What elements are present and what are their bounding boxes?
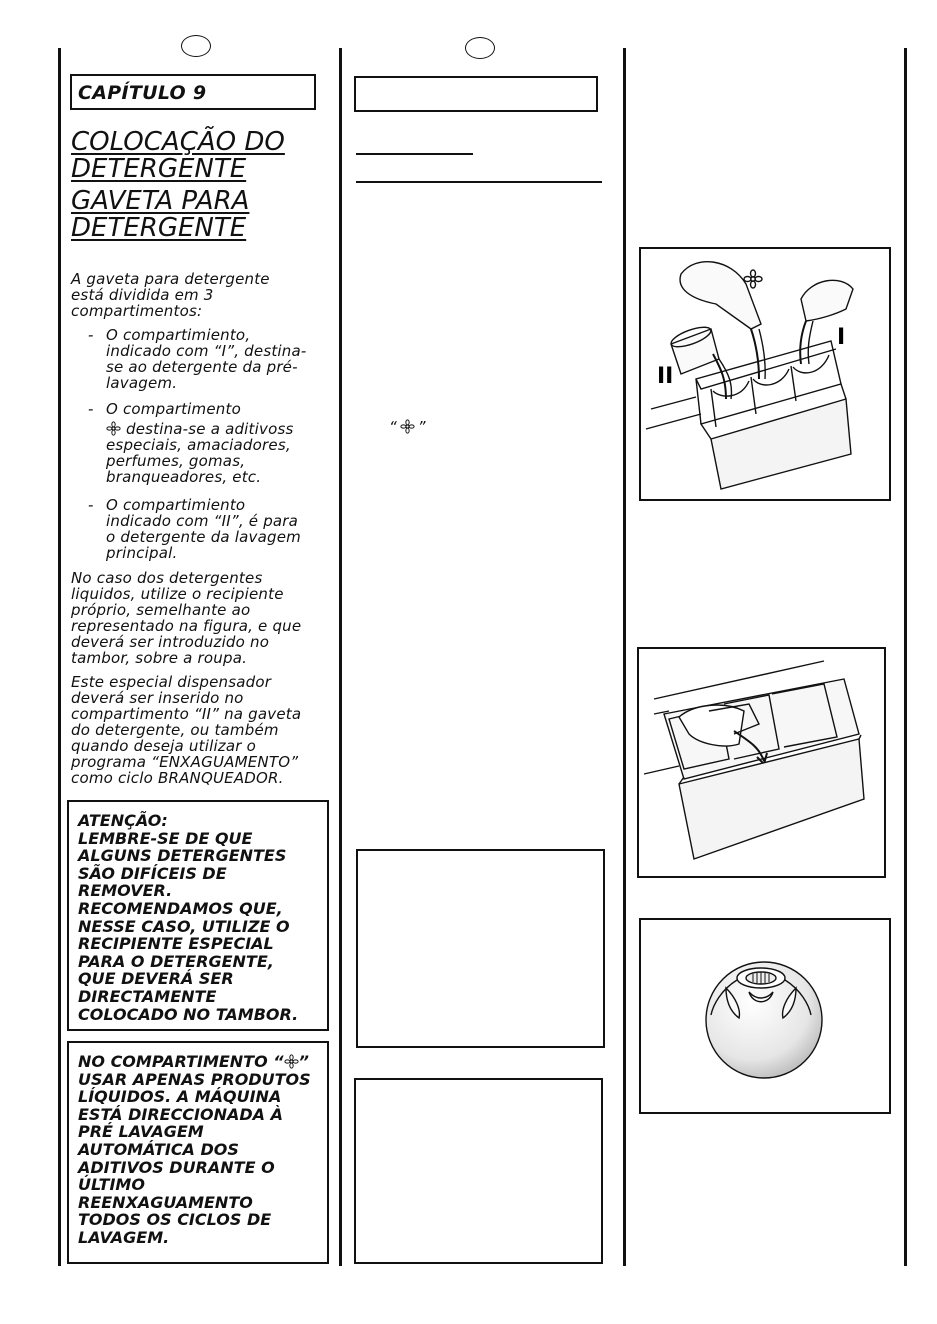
bullet-compartment-flower: - O compartimento destina-se a aditivoss especiais, amaciadores, perfumes, gomas, branqueadores, etc.	[88, 400, 294, 486]
label-compartment-2: II	[657, 364, 674, 389]
heading-rule-long	[356, 181, 602, 183]
column-divider-left	[58, 48, 61, 1266]
dispenser-ball-illustration	[641, 920, 889, 1112]
language-oval-icon	[181, 35, 211, 57]
warning-box-blank-1	[356, 849, 605, 1048]
figure-detergent-drawer-filling	[639, 247, 891, 501]
section-heading: COLOCAÇÃO DO DETERGENTE	[71, 127, 285, 184]
chapter-box	[70, 74, 316, 110]
heading-rule-short	[356, 153, 473, 155]
label-compartment-1: I	[837, 325, 846, 350]
flower-icon	[284, 1054, 299, 1069]
dispenser-insertion-illustration	[639, 649, 884, 876]
flower-icon	[106, 421, 121, 436]
figure-liquid-dispenser-ball	[639, 918, 891, 1114]
figure-dispenser-insertion	[637, 647, 886, 878]
column-divider-right	[623, 48, 626, 1266]
warning-box-liquid-products: NO COMPARTIMENTO “ ” USAR APENAS PRODUTOS LÍQUIDOS. A MÁQUINA ESTÁ DIRECCIONADA À PRÉ LAVAGEM AUTOMÁTICA DOS ADITIVOS DURANTE O ÚLTIMO REENXAGUAMENTO TODOS OS CICLOS DE LAVAGEM.	[67, 1041, 329, 1264]
language-oval-icon	[465, 37, 495, 59]
chapter-label: CAPÍTULO 9	[78, 82, 207, 104]
liquid-detergent-paragraph: No caso dos detergentes liquidos, utilize o recipiente próprio, semelhante ao representado na figura, e que deverá ser introduzido no tambor, sobre a roupa.	[71, 569, 302, 667]
flower-quote: “ ”	[389, 418, 426, 436]
column-divider-far-right	[904, 48, 907, 1266]
subsection-heading: GAVETA PARA DETERGENTE	[71, 186, 250, 243]
chapter-box-blank	[354, 76, 598, 112]
intro-paragraph: A gaveta para detergente está dividida em 3 compartimentos:	[71, 270, 270, 320]
column-divider-middle	[339, 48, 342, 1266]
bullet-compartment-2: - O compartimiento indicado com “II”, é para o detergente da lavagem principal.	[88, 496, 301, 562]
flower-icon	[400, 419, 415, 434]
drawer-filling-illustration	[641, 249, 889, 499]
dispenser-paragraph: Este especial dispensador deverá ser inserido no compartimento “II” na gaveta do detergente, ou também quando deseja utilizar o programa “ENXAGUAMENTO” como ciclo BRANQUEADOR.	[71, 673, 302, 787]
warning-box-blank-2	[354, 1078, 603, 1264]
warning-box-detergents: ATENÇÃO: LEMBRE-SE DE QUE ALGUNS DETERGENTES SÃO DIFÍCEIS DE REMOVER. RECOMENDAMOS QUE, NESSE CASO, UTILIZE O RECIPIENTE ESPECIAL PARA O DETERGENTE, QUE DEVERÁ SER DIRECTAMENTE COLOCADO NO TAMBOR.	[67, 800, 329, 1031]
bullet-compartment-1: - O compartimiento, indicado com “I”, destina- se ao detergente da pré- lavagem.	[88, 326, 307, 392]
